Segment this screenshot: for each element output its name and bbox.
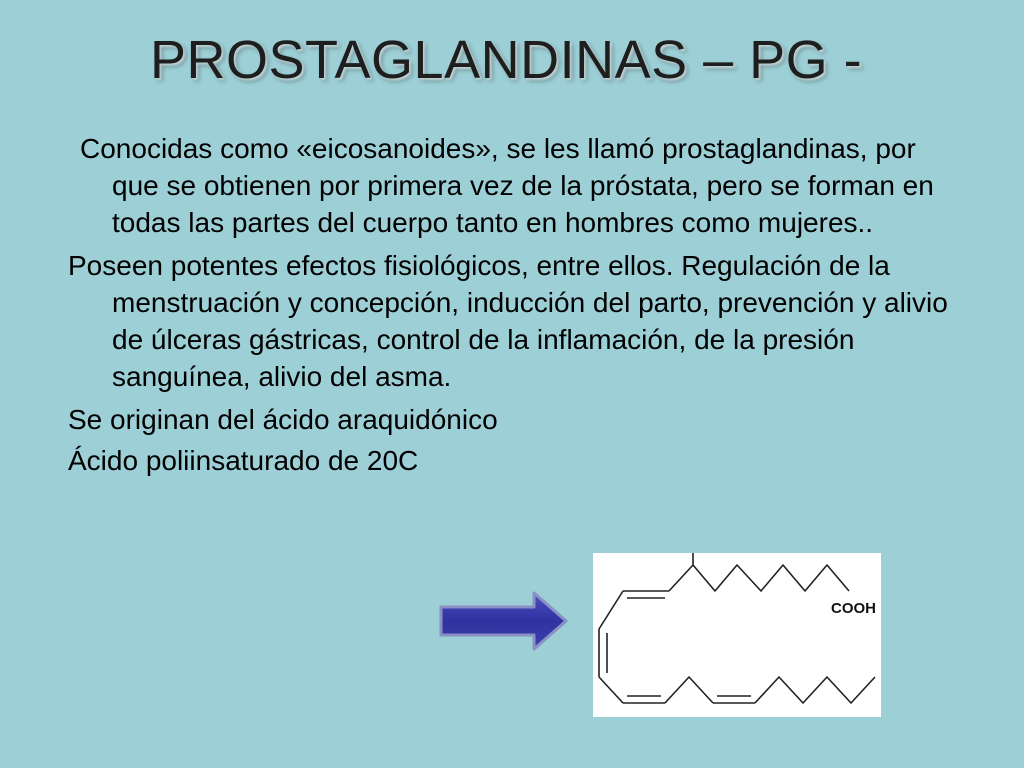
paragraph-eicosanoides: Conocidas como «eicosanoides», se les llamó prostaglandinas, por que se obtienen por primera vez de la próstata, pero se forman en todas las partes del cuerpo tanto en hombres como mujeres.. xyxy=(80,133,934,238)
cooh-label: COOH xyxy=(831,600,876,617)
paragraph-efectos: Poseen potentes efectos fisiológicos, entre ellos. Regulación de la menstruación y concepción, inducción del parto, prevención y alivio de úlceras gástricas, control de la inflamación, de la presión sanguínea, alivio del asma. xyxy=(68,250,948,392)
arachidonic-acid-structure xyxy=(593,553,881,717)
right-arrow-icon xyxy=(438,590,570,652)
paragraph-origen: Se originan del ácido araquidónico xyxy=(68,404,498,435)
slide-body xyxy=(68,130,968,483)
paragraph-acido: Ácido poliinsaturado de 20C xyxy=(68,445,419,476)
slide-title: PROSTAGLANDINAS – PG - xyxy=(150,30,863,90)
